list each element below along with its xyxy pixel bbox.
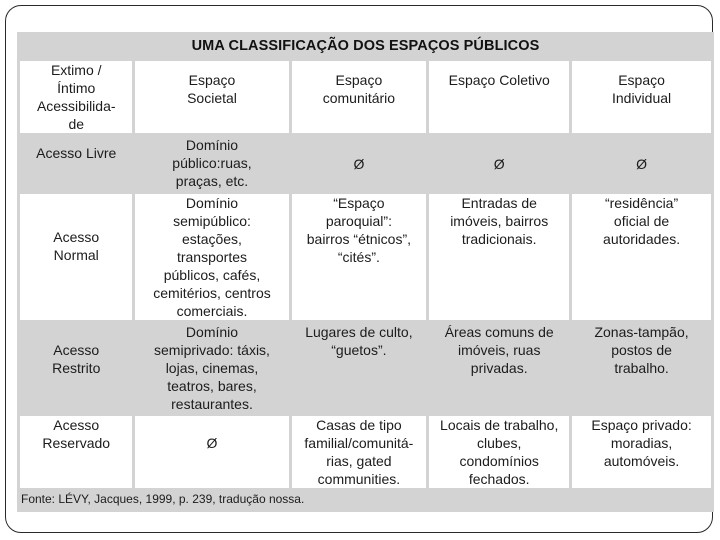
row-label: Acesso Livre — [20, 136, 132, 191]
table-row — [20, 323, 711, 413]
table-cell: Áreas comuns de imóveis, ruas privadas. — [429, 323, 569, 413]
header-row — [20, 61, 711, 133]
table-cell: Ø — [292, 136, 427, 191]
table-cell: Casas de tipo familial/comunitá- rias, gated communities. — [292, 416, 427, 488]
table-row — [20, 416, 711, 488]
table-cell: Ø — [572, 136, 711, 191]
table-cell: “residência” oficial de autoridades. — [572, 194, 711, 320]
table-cell: “Espaço paroquial”: bairros “étnicos”, “cités”. — [292, 194, 427, 320]
table-cell: Lugares de culto, “guetos”. — [292, 323, 427, 413]
classification-table — [17, 58, 714, 491]
header-cell-access: Extimo / Íntimo Acessibilida- de — [20, 61, 132, 133]
table-cell: Zonas-tampão, postos de trabalho. — [572, 323, 711, 413]
table-cell: Locais de trabalho, clubes, condomínios fechados. — [429, 416, 569, 488]
table-title: UMA CLASSIFICAÇÃO DOS ESPAÇOS PÚBLICOS — [191, 38, 540, 54]
row-label: Acesso Restrito — [20, 323, 132, 413]
table-source-note: Fonte: LÉVY, Jacques, 1999, p. 239, tradução nossa. — [21, 492, 305, 506]
row-label: Acesso Normal — [20, 194, 132, 320]
slide-frame — [5, 5, 713, 533]
header-cell-individual: Espaço Individual — [572, 61, 711, 133]
header-cell-community: Espaço comunitário — [292, 61, 427, 133]
table-cell: Domínio semipúblico: estações, transportes públicos, cafés, cemitérios, centros comerciais. — [135, 194, 288, 320]
table-cell: Ø — [429, 136, 569, 191]
table-cell: Ø — [135, 416, 288, 488]
table-cell: Espaço privado: moradias, automóveis. — [572, 416, 711, 488]
table-cell: Domínio semiprivado: táxis, lojas, cinemas, teatros, bares, restaurantes. — [135, 323, 288, 413]
table-cell: Entradas de imóveis, bairros tradicionais. — [429, 194, 569, 320]
table-cell: Domínio público:ruas, praças, etc. — [135, 136, 288, 191]
classification-table-figure — [17, 32, 714, 512]
row-label: Acesso Reservado — [20, 416, 132, 488]
header-cell-collective: Espaço Coletivo — [429, 61, 569, 133]
header-cell-societal: Espaço Societal — [135, 61, 288, 133]
table-row — [20, 136, 711, 191]
table-row — [20, 194, 711, 320]
